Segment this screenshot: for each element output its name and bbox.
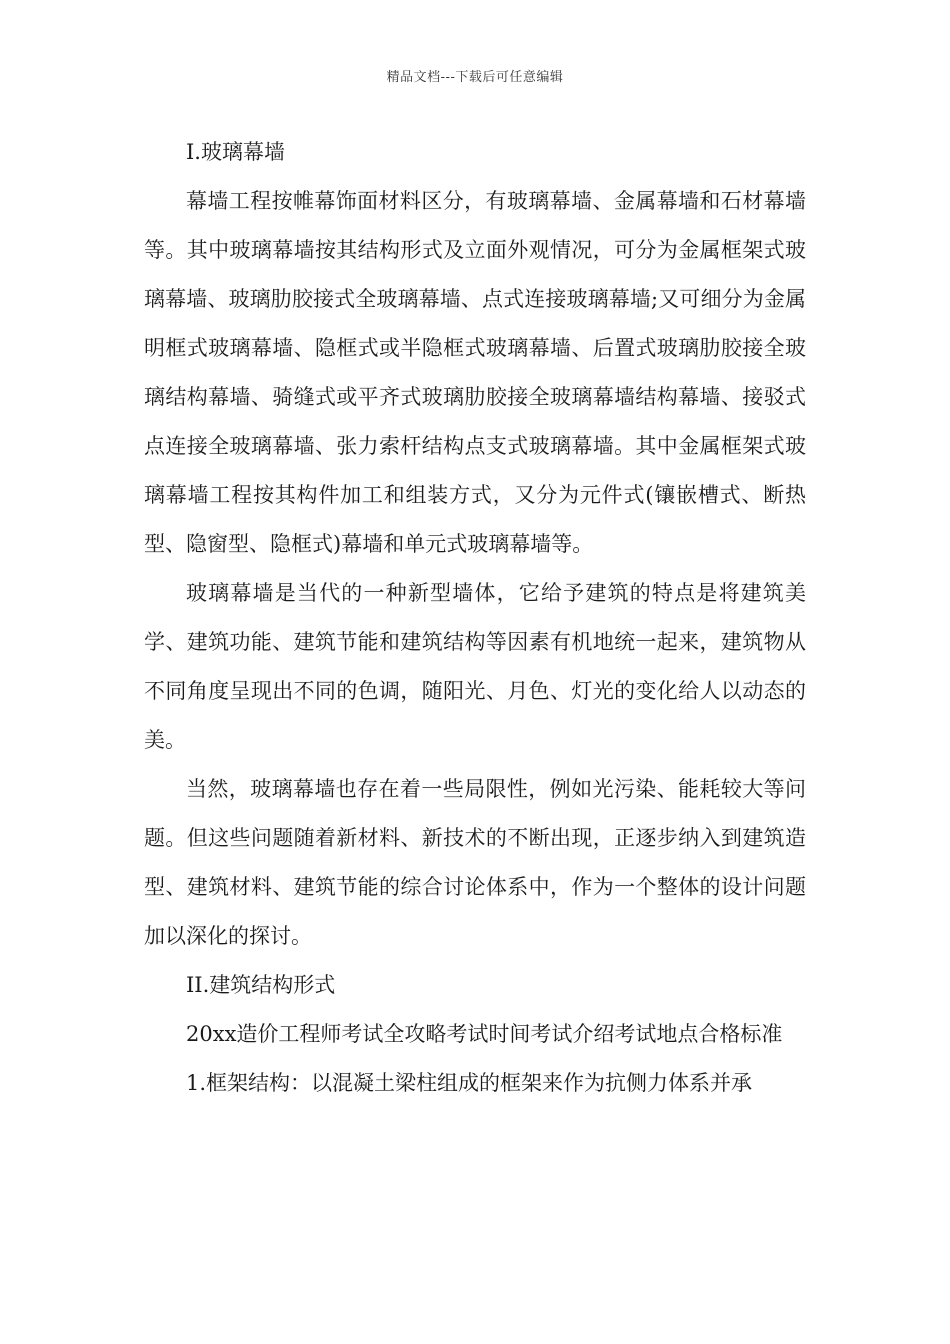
section-heading-glass-curtain-wall: I.玻璃幕墙 (186, 140, 285, 164)
paragraph-frame-structure: 1.框架结构：以混凝土梁柱组成的框架来作为抗侧力体系并承 (186, 1071, 753, 1095)
section-heading-structure-forms: II.建筑结构形式 (186, 973, 336, 997)
paragraph-glass-curtain-wall-limitations: 当然，玻璃幕墙也存在着一些局限性，例如光污染、能耗较大等问题。但这些问题随着新材料、新技术的不断出现，正逐步纳入到建筑造型、建筑材料、建筑节能的综合讨论体系中，作为一个整体的设计问题加以深化的探讨。 (144, 777, 806, 948)
paragraph-exam-guide: 20xx造价工程师考试全攻略考试时间考试介绍考试地点合格标准 (186, 1022, 783, 1046)
page-header: 精品文档---下载后可任意编辑 (386, 70, 564, 85)
paragraph-glass-curtain-wall-features: 玻璃幕墙是当代的一种新型墙体，它给予建筑的特点是将建筑美学、建筑功能、建筑节能和建筑结构等因素有机地统一起来，建筑物从不同角度呈现出不同的色调，随阳光、月色、灯光的变化给人以动态的美。 (144, 581, 806, 752)
document-body (144, 128, 806, 1108)
paragraph-curtain-wall-classification: 幕墙工程按帷幕饰面材料区分，有玻璃幕墙、金属幕墙和石材幕墙等。其中玻璃幕墙按其结构形式及立面外观情况，可分为金属框架式玻璃幕墙、玻璃肋胶接式全玻璃幕墙、点式连接玻璃幕墙;又可细分为金属明框式玻璃幕墙、隐框式或半隐框式玻璃幕墙、后置式玻璃肋胶接全玻璃结构幕墙、骑缝式或平齐式玻璃肋胶接全玻璃幕墙结构幕墙、接驳式点连接全玻璃幕墙、张力索杆结构点支式玻璃幕墙。其中金属框架式玻璃幕墙工程按其构件加工和组装方式，又分为元件式(镶嵌槽式、断热型、隐窗型、隐框式)幕墙和单元式玻璃幕墙等。 (144, 189, 806, 556)
